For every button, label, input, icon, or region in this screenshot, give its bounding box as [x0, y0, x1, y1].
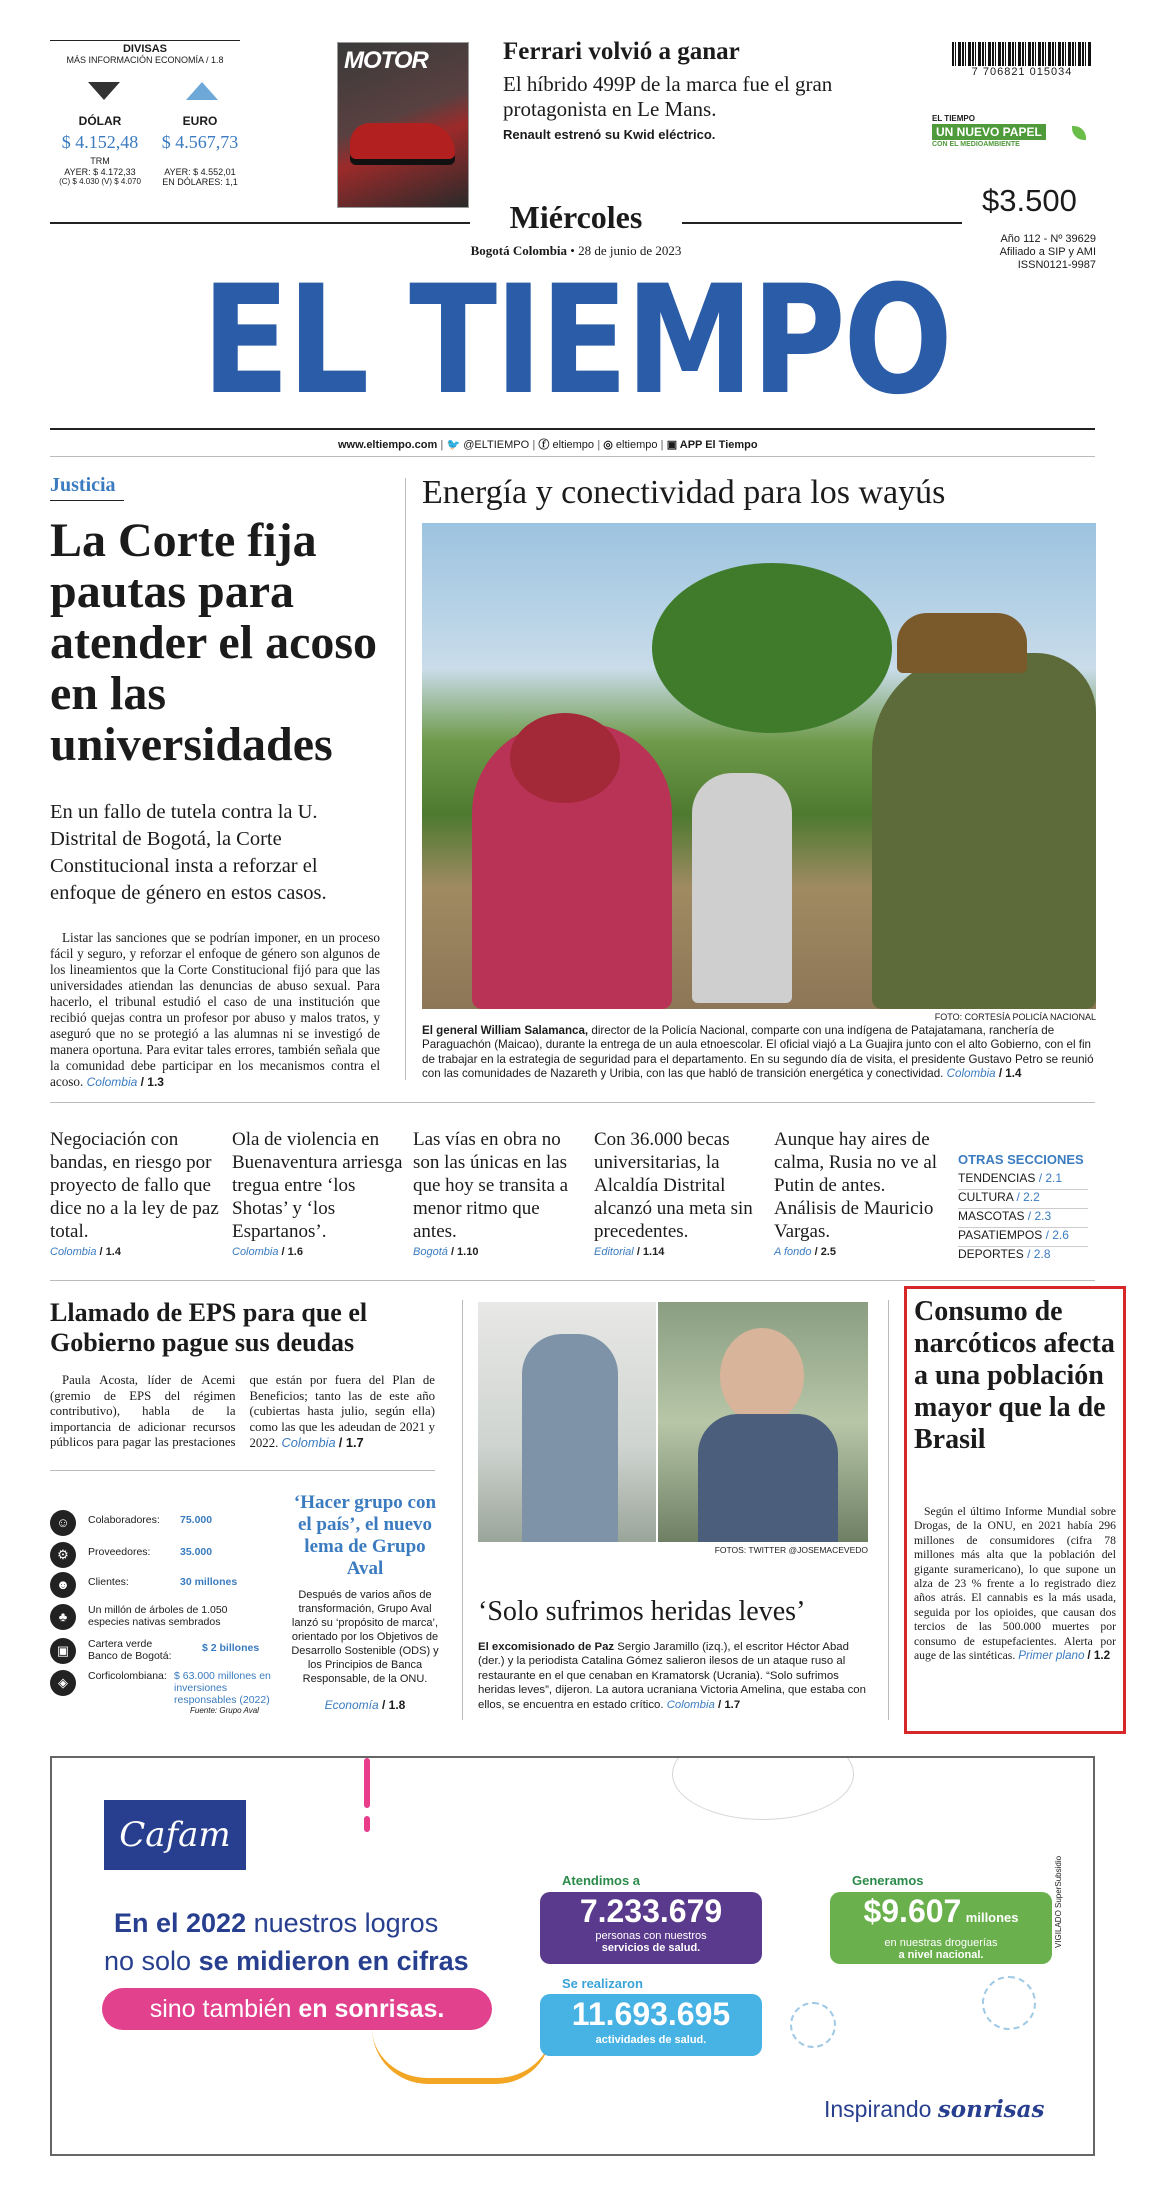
- stat3-desc: actividades de salud.: [595, 2034, 707, 2046]
- otras-item-label: CULTURA: [958, 1190, 1014, 1204]
- aval-row: [50, 1668, 280, 1708]
- otras-item-page: / 2.6: [1045, 1228, 1069, 1242]
- ad-line3-start: sino también: [149, 1995, 299, 2023]
- aval-row: [50, 1636, 280, 1666]
- eps-body-text: Paula Acosta, líder de Acemi (gremio de EPS del régimen contributivo), habla de la importancia de adicionar recursos públicos para pagar las prestaciones que están por fuera del Plan de Beneficios; tanto las de este año (cubiertas hasta julio, según ella) como las que les adeudan de 2021 y 2022.: [50, 1373, 435, 1451]
- heridas-headline[interactable]: ‘Solo sufrimos heridas leves’: [478, 1596, 806, 1627]
- euro-value: $ 4.567,73: [161, 132, 239, 152]
- heridas-divider: [888, 1300, 889, 1720]
- otras-title: OTRAS SECCIONES: [958, 1152, 1084, 1167]
- ad-smile-curve: [372, 2028, 552, 2084]
- supplier-icon: ⚙: [50, 1542, 76, 1568]
- heridas-ref-section[interactable]: Colombia: [666, 1698, 715, 1711]
- stat1-box: [540, 1892, 762, 1964]
- narco-ref-section[interactable]: Primer plano: [1018, 1649, 1085, 1663]
- eps-ref-section[interactable]: Colombia: [281, 1435, 336, 1451]
- dateline-city: Bogotá Colombia: [470, 243, 568, 258]
- lead-body: [50, 930, 380, 1090]
- heridas-ref-page: / 1.7: [718, 1698, 741, 1711]
- dolar-trm: TRM: [90, 156, 110, 166]
- ad-deco-dot-pink: [364, 1816, 370, 1832]
- lead-deck: En un fallo de tutela contra la U. Distrital de Bogotá, la Corte Constitucional insta a reforzar el enfoque de género en estos casos.: [50, 801, 327, 904]
- woman-headwrap: [510, 713, 620, 803]
- aval-row-label: Clientes:: [88, 1576, 129, 1588]
- heridas-body: [478, 1640, 870, 1712]
- top-rule-right: [682, 222, 962, 224]
- ad-line3-pill: [102, 1988, 492, 2030]
- eps-headline[interactable]: Llamado de EPS para que el Gobierno pague sus deudas: [50, 1298, 368, 1357]
- ad-line1-bold: En el 2022: [114, 1908, 247, 1938]
- cafam-logo: Cafam: [104, 1800, 246, 1870]
- otras-item[interactable]: [958, 1171, 1088, 1190]
- aval-source: Fuente: Grupo Aval: [190, 1706, 259, 1715]
- masthead[interactable]: EL TIEMPO: [201, 254, 951, 428]
- officer-hat: [897, 613, 1027, 673]
- aval-row-label: Un millón de árboles de 1.050 especies nativas sembrados: [88, 1604, 228, 1628]
- narco-body: [914, 1505, 1116, 1663]
- ad-tagline: [824, 2096, 1044, 2123]
- dolar-cv: (C) $ 4.030 (V) $ 4.070: [59, 177, 141, 186]
- investment-icon: ◈: [50, 1670, 76, 1696]
- euro-dolares: EN DÓLARES: 1,1: [162, 177, 238, 187]
- aval-row-value: $ 2 billones: [202, 1642, 260, 1654]
- twitter-icon: 🐦: [446, 439, 461, 451]
- stat2-value: $9.607: [863, 1893, 962, 1929]
- strip-ref-page: / 1.4: [99, 1246, 121, 1258]
- aval-ref-section: Economía: [324, 1698, 379, 1712]
- masthead-rule: [50, 428, 1095, 430]
- issue-line3: ISSN0121-9987: [1017, 259, 1096, 271]
- euro-ayer: AYER: $ 4.552,01: [164, 167, 236, 177]
- ad-line2-bold: se midieron en cifras: [198, 1946, 469, 1976]
- jaramillo-photo[interactable]: [478, 1302, 656, 1542]
- euro-arrow-icon: [186, 82, 218, 100]
- lead-section-underline: [50, 500, 124, 501]
- motor-cover[interactable]: [337, 42, 469, 208]
- leaf-icon: [1072, 126, 1086, 140]
- lead-divider: [405, 478, 406, 1080]
- instagram-icon: ◎: [603, 439, 613, 451]
- strip-item[interactable]: [50, 1128, 222, 1243]
- lead-ref-section[interactable]: Colombia: [86, 1075, 138, 1089]
- strip-ref-section: Bogotá: [413, 1246, 448, 1258]
- strip-item[interactable]: [594, 1128, 766, 1243]
- strip-ref[interactable]: [50, 1246, 121, 1258]
- ad-deco-line-pink: [364, 1758, 370, 1808]
- strip-item[interactable]: [413, 1128, 585, 1243]
- abad-photo[interactable]: [658, 1302, 868, 1542]
- otras-item[interactable]: [958, 1247, 1088, 1265]
- people-icon: ☺: [50, 1510, 76, 1536]
- ad-line2: [104, 1946, 469, 1977]
- ad-vigilado: VIGILADO SuperSubsidio: [1054, 1855, 1063, 1948]
- clients-icon: ☻: [50, 1572, 76, 1598]
- photo-ref-page: / 1.4: [998, 1067, 1022, 1081]
- heridas-lead: El excomisionado de Paz: [478, 1641, 615, 1653]
- dolar-ayer: AYER: $ 4.172,33: [64, 167, 136, 177]
- strip-ref[interactable]: [594, 1246, 664, 1258]
- motor-headline[interactable]: Ferrari volvió a ganar: [503, 38, 740, 65]
- stat3-label: Se realizaron: [562, 1976, 643, 1991]
- photo-headline[interactable]: Energía y conectividad para los wayús: [422, 474, 946, 511]
- strip-bottom-rule: [50, 1280, 1095, 1281]
- strip-text: Con 36.000 becas universitarias, la Alcaldía Distrital alcanzó una meta sin precedentes.: [594, 1129, 753, 1242]
- motor-deck: El híbrido 499P de la marca fue el gran protagonista en Le Mans.: [503, 72, 833, 121]
- stat2-label: Generamos: [852, 1873, 924, 1888]
- aval-body: Después de varios años de transformación, Grupo Aval lanzó su ‘propósito de marca’, orientado por los Objetivos de Desarrollo Sostenible (ODS) y los Principios de Banca Responsable, de la ONU.: [291, 1589, 439, 1685]
- strip-text: Las vías en obra no son las únicas en las que hoy se transita a menor ritmo que antes.: [413, 1129, 569, 1242]
- narco-ref-page: / 1.2: [1087, 1649, 1111, 1663]
- price: $3.500: [982, 183, 1077, 218]
- app-icon: ▣: [666, 439, 678, 451]
- otras-item-label: PASATIEMPOS: [958, 1228, 1043, 1242]
- strip-ref-section: A fondo: [774, 1246, 812, 1258]
- motor-logo: MOTOR: [344, 47, 428, 74]
- ad-deco-circle: [672, 1756, 854, 1820]
- aval-row-label: Cartera verde Banco de Bogotá:: [88, 1638, 172, 1662]
- papel-line2: UN NUEVO PAPEL: [932, 124, 1046, 140]
- man-figure-right: [698, 1414, 838, 1542]
- stat1-desc1: personas con nuestros: [595, 1930, 707, 1942]
- aval-ref[interactable]: [290, 1698, 440, 1712]
- stat3-box: [540, 1994, 762, 2056]
- strip-ref-section: Editorial: [594, 1246, 634, 1258]
- strip-text: Aunque hay aires de calma, Rusia no ve al Putin de antes. Análisis de Mauricio Vargas.: [774, 1129, 938, 1242]
- stat2-unit: millones: [965, 1910, 1019, 1925]
- photographer-figure: [692, 773, 792, 1003]
- main-photo[interactable]: [422, 523, 1096, 1009]
- aval-row: [50, 1602, 280, 1632]
- top-rule-left: [50, 222, 470, 224]
- twitter-handle[interactable]: @ELTIEMPO: [463, 439, 530, 451]
- strip-ref[interactable]: [413, 1246, 478, 1258]
- stat2-box: [830, 1892, 1052, 1964]
- weekday: Miércoles: [509, 199, 643, 235]
- stat1-desc2: servicios de salud.: [601, 1942, 701, 1954]
- strip-text: Ola de violencia en Buenaventura arriesga tregua entre ‘los Shotas’ y ‘los Espartanos’.: [232, 1129, 403, 1242]
- aval-headline[interactable]: ‘Hacer grupo con el país’, el nuevo lema de Grupo Aval: [293, 1492, 437, 1579]
- strip-item[interactable]: [774, 1128, 939, 1243]
- aval-divider: [462, 1300, 463, 1720]
- stat1-value: 7.233.679: [579, 1893, 723, 1929]
- social-bar: www.eltiempo.com | 🐦 @ELTIEMPO | ⓕ eltiempo | ◎ eltiempo | ▣ APP El Tiempo: [338, 439, 758, 451]
- photo-caption-text: director de la Policía Nacional, comparte con una indígena de Patajatamana, ranchería de Paraguachón (Maicao), durante la entrega de un aula etnoescolar. El oficial viajó a La Guajira junto con el alto Gobierno, con el fin de trabajar en la estrategia de seguridad para el departamento. En su segundo día de visita, el presidente Gustavo Petro se reunió con las comunidades de Nazareth y Uribia, con las que habló de transición energética y conectividad.: [422, 1024, 1094, 1081]
- photo-caption-lead: El general William Salamanca,: [422, 1024, 589, 1037]
- stat3-value: 11.693.695: [571, 1996, 731, 2032]
- aval-row-value: 30 millones: [180, 1576, 238, 1588]
- lead-headline[interactable]: La Corte fija pautas para atender el acoso en las universidades: [50, 514, 378, 771]
- strip-ref-section: Colombia: [232, 1246, 279, 1258]
- heridas-body-text: Sergio Jaramillo (izq.), el escritor Héctor Abad (der.) y la periodista Catalina Gómez salieron ilesos de un ataque ruso al restaurante en el que cenaban en Kramatorsk (Ucrania). “Solo sufrimos heridas leves”, dijeron. La autora ucraniana Victoria Amelina, que estaba con ellos, se encuentra en estado crítico.: [478, 1641, 866, 1711]
- dolar-arrow-icon: [88, 82, 120, 100]
- strip-top-rule: [50, 1102, 1095, 1103]
- smile-badge-icon: [790, 2002, 836, 2048]
- otras-secciones: [958, 1152, 1088, 1265]
- heridas-credit: FOTOS: TWITTER @JOSEMACEVEDO: [714, 1545, 868, 1555]
- stat2-desc2: a nivel nacional.: [898, 1949, 984, 1961]
- eps-ref-page: / 1.7: [338, 1435, 364, 1451]
- tree-canopy: [652, 563, 892, 733]
- otras-item[interactable]: [958, 1209, 1088, 1228]
- otras-item[interactable]: [958, 1228, 1088, 1247]
- strip-ref[interactable]: [232, 1246, 303, 1258]
- aval-row: [50, 1570, 280, 1600]
- man-head-right: [720, 1328, 804, 1424]
- bank-icon: ▣: [50, 1638, 76, 1664]
- papel-badge: [932, 114, 1092, 148]
- ad-tagline-start: Inspirando: [824, 2096, 938, 2122]
- otras-item-label: DEPORTES: [958, 1247, 1024, 1261]
- aval-row-value: $ 63.000 millones en inversiones responsables (2022): [174, 1670, 271, 1706]
- strip-ref-page: / 1.14: [636, 1246, 665, 1258]
- strip-text: Negociación con bandas, en riesgo por proyecto de fallo que dice no a la ley de paz total.: [50, 1129, 219, 1242]
- strip-item[interactable]: [232, 1128, 404, 1243]
- aval-row-value: 75.000: [180, 1514, 213, 1526]
- dateline-date: • 28 de junio de 2023: [570, 243, 682, 258]
- strip-ref-page: / 1.10: [450, 1246, 479, 1258]
- aval-row: [50, 1540, 280, 1570]
- narco-headline[interactable]: Consumo de narcóticos afecta a una población mayor que la de Brasil: [914, 1296, 1115, 1455]
- officer-figure: [872, 653, 1096, 1009]
- tree-icon: ♣: [50, 1604, 76, 1630]
- lead-body-text: Listar las sanciones que se podrían imponer, en un proceso fácil y seguro, y reforzar el enfoque de género son algunos de los lineamientos que la Corte Constitucional fijó para que las universidades atiendan las denuncias de abuso sexual. Para hacerlo, el tribunal estudió el caso de una institución que recibió quejas contra un profesor por abuso y malos tratos, y aseguró que no se protegió a las alumnas ni se investigó de manera oportuna. Para evitar tales errores, también señala que la comunidad debe participar en los mecanismos contra el acoso.: [50, 930, 380, 1089]
- dolar-value: $ 4.152,48: [61, 132, 139, 152]
- motor-sub: Renault estrenó su Kwid eléctrico.: [503, 127, 716, 142]
- man-figure-left: [522, 1334, 618, 1542]
- ad-tagline-script: sonrisas: [937, 2096, 1045, 2123]
- facebook-handle[interactable]: eltiempo: [552, 439, 595, 451]
- stat1-label: Atendimos a: [562, 1873, 641, 1888]
- otras-item-page: / 2.3: [1027, 1209, 1052, 1223]
- issue-line2: Afiliado a SIP y AMI: [999, 246, 1096, 258]
- ad-line2-start: no solo: [104, 1946, 199, 1976]
- otras-item-label: TENDENCIAS: [958, 1171, 1036, 1185]
- divisas-box: [50, 40, 240, 200]
- ad-line1-rest: nuestros logros: [246, 1908, 439, 1938]
- ad-line3-bold: en sonrisas.: [298, 1995, 445, 2023]
- divisas-subtitle: MÁS INFORMACIÓN ECONOMÍA / 1.8: [66, 55, 224, 65]
- photo-ref-section[interactable]: Colombia: [946, 1067, 996, 1081]
- lead-section[interactable]: Justicia: [50, 474, 116, 496]
- aval-ref-page: / 1.8: [382, 1698, 406, 1712]
- otras-item[interactable]: [958, 1190, 1088, 1209]
- instagram-handle[interactable]: eltiempo: [615, 439, 658, 451]
- facebook-icon: ⓕ: [538, 439, 550, 451]
- otras-item-page: / 2.2: [1016, 1190, 1040, 1204]
- photo-caption: [422, 1024, 1096, 1082]
- euro-label: EURO: [182, 114, 218, 128]
- papel-line1: EL TIEMPO: [932, 114, 975, 123]
- web-link[interactable]: www.eltiempo.com: [338, 439, 438, 451]
- barcode-number: 7 706821 015034: [950, 66, 1094, 78]
- aval-row-label: Proveedores:: [88, 1546, 151, 1558]
- dolar-label: DÓLAR: [78, 114, 122, 128]
- social-rule: [50, 456, 1095, 457]
- narco-body-text: Según el último Informe Mundial sobre Drogas, de la ONU, en 2021 había 296 millones de consumidores (cifra 78 millones más alta que la población del gigante suramericano), lo que supone un alza de 23 % frente a lo registrado diez años atrás. El cannabis es la más usada, seguida por los opioides, que causan dos tercios de las 500.000 muertes por consumo de estupefacientes. Alerta por auge de las sintéticas.: [914, 1505, 1116, 1663]
- lead-ref-page: / 1.3: [140, 1075, 164, 1089]
- pharmacy-badge-icon: [982, 1976, 1036, 2030]
- strip-ref-page: / 1.6: [281, 1246, 303, 1258]
- issue-line1: Año 112 - Nº 39629: [1000, 233, 1096, 245]
- aval-row-value: 35.000: [180, 1546, 213, 1558]
- papel-line3: CON EL MEDIOAMBIENTE: [932, 141, 1020, 148]
- strip-ref-page: / 2.5: [814, 1246, 836, 1258]
- stat2-desc1: en nuestras droguerías: [884, 1937, 998, 1949]
- eps-body: [50, 1373, 435, 1452]
- aval-row: [50, 1508, 280, 1538]
- strip-ref[interactable]: [774, 1246, 836, 1258]
- ad-line1: [114, 1908, 438, 1939]
- cafam-ad[interactable]: [50, 1756, 1095, 2156]
- eps-rule: [50, 1470, 435, 1471]
- app-label[interactable]: APP El Tiempo: [679, 439, 758, 451]
- aval-row-label: Corficolombiana:: [88, 1670, 167, 1682]
- aval-row-label: Colaboradores:: [88, 1514, 160, 1526]
- otras-item-page: / 2.8: [1027, 1247, 1051, 1261]
- photo-credit: FOTO: CORTESÍA POLICÍA NACIONAL: [934, 1012, 1096, 1022]
- strip-ref-section: Colombia: [50, 1246, 97, 1258]
- otras-item-page: / 2.1: [1038, 1171, 1063, 1185]
- otras-item-label: MASCOTAS: [958, 1209, 1025, 1223]
- divisas-title: DIVISAS: [50, 40, 240, 55]
- motor-car-image: [350, 123, 455, 159]
